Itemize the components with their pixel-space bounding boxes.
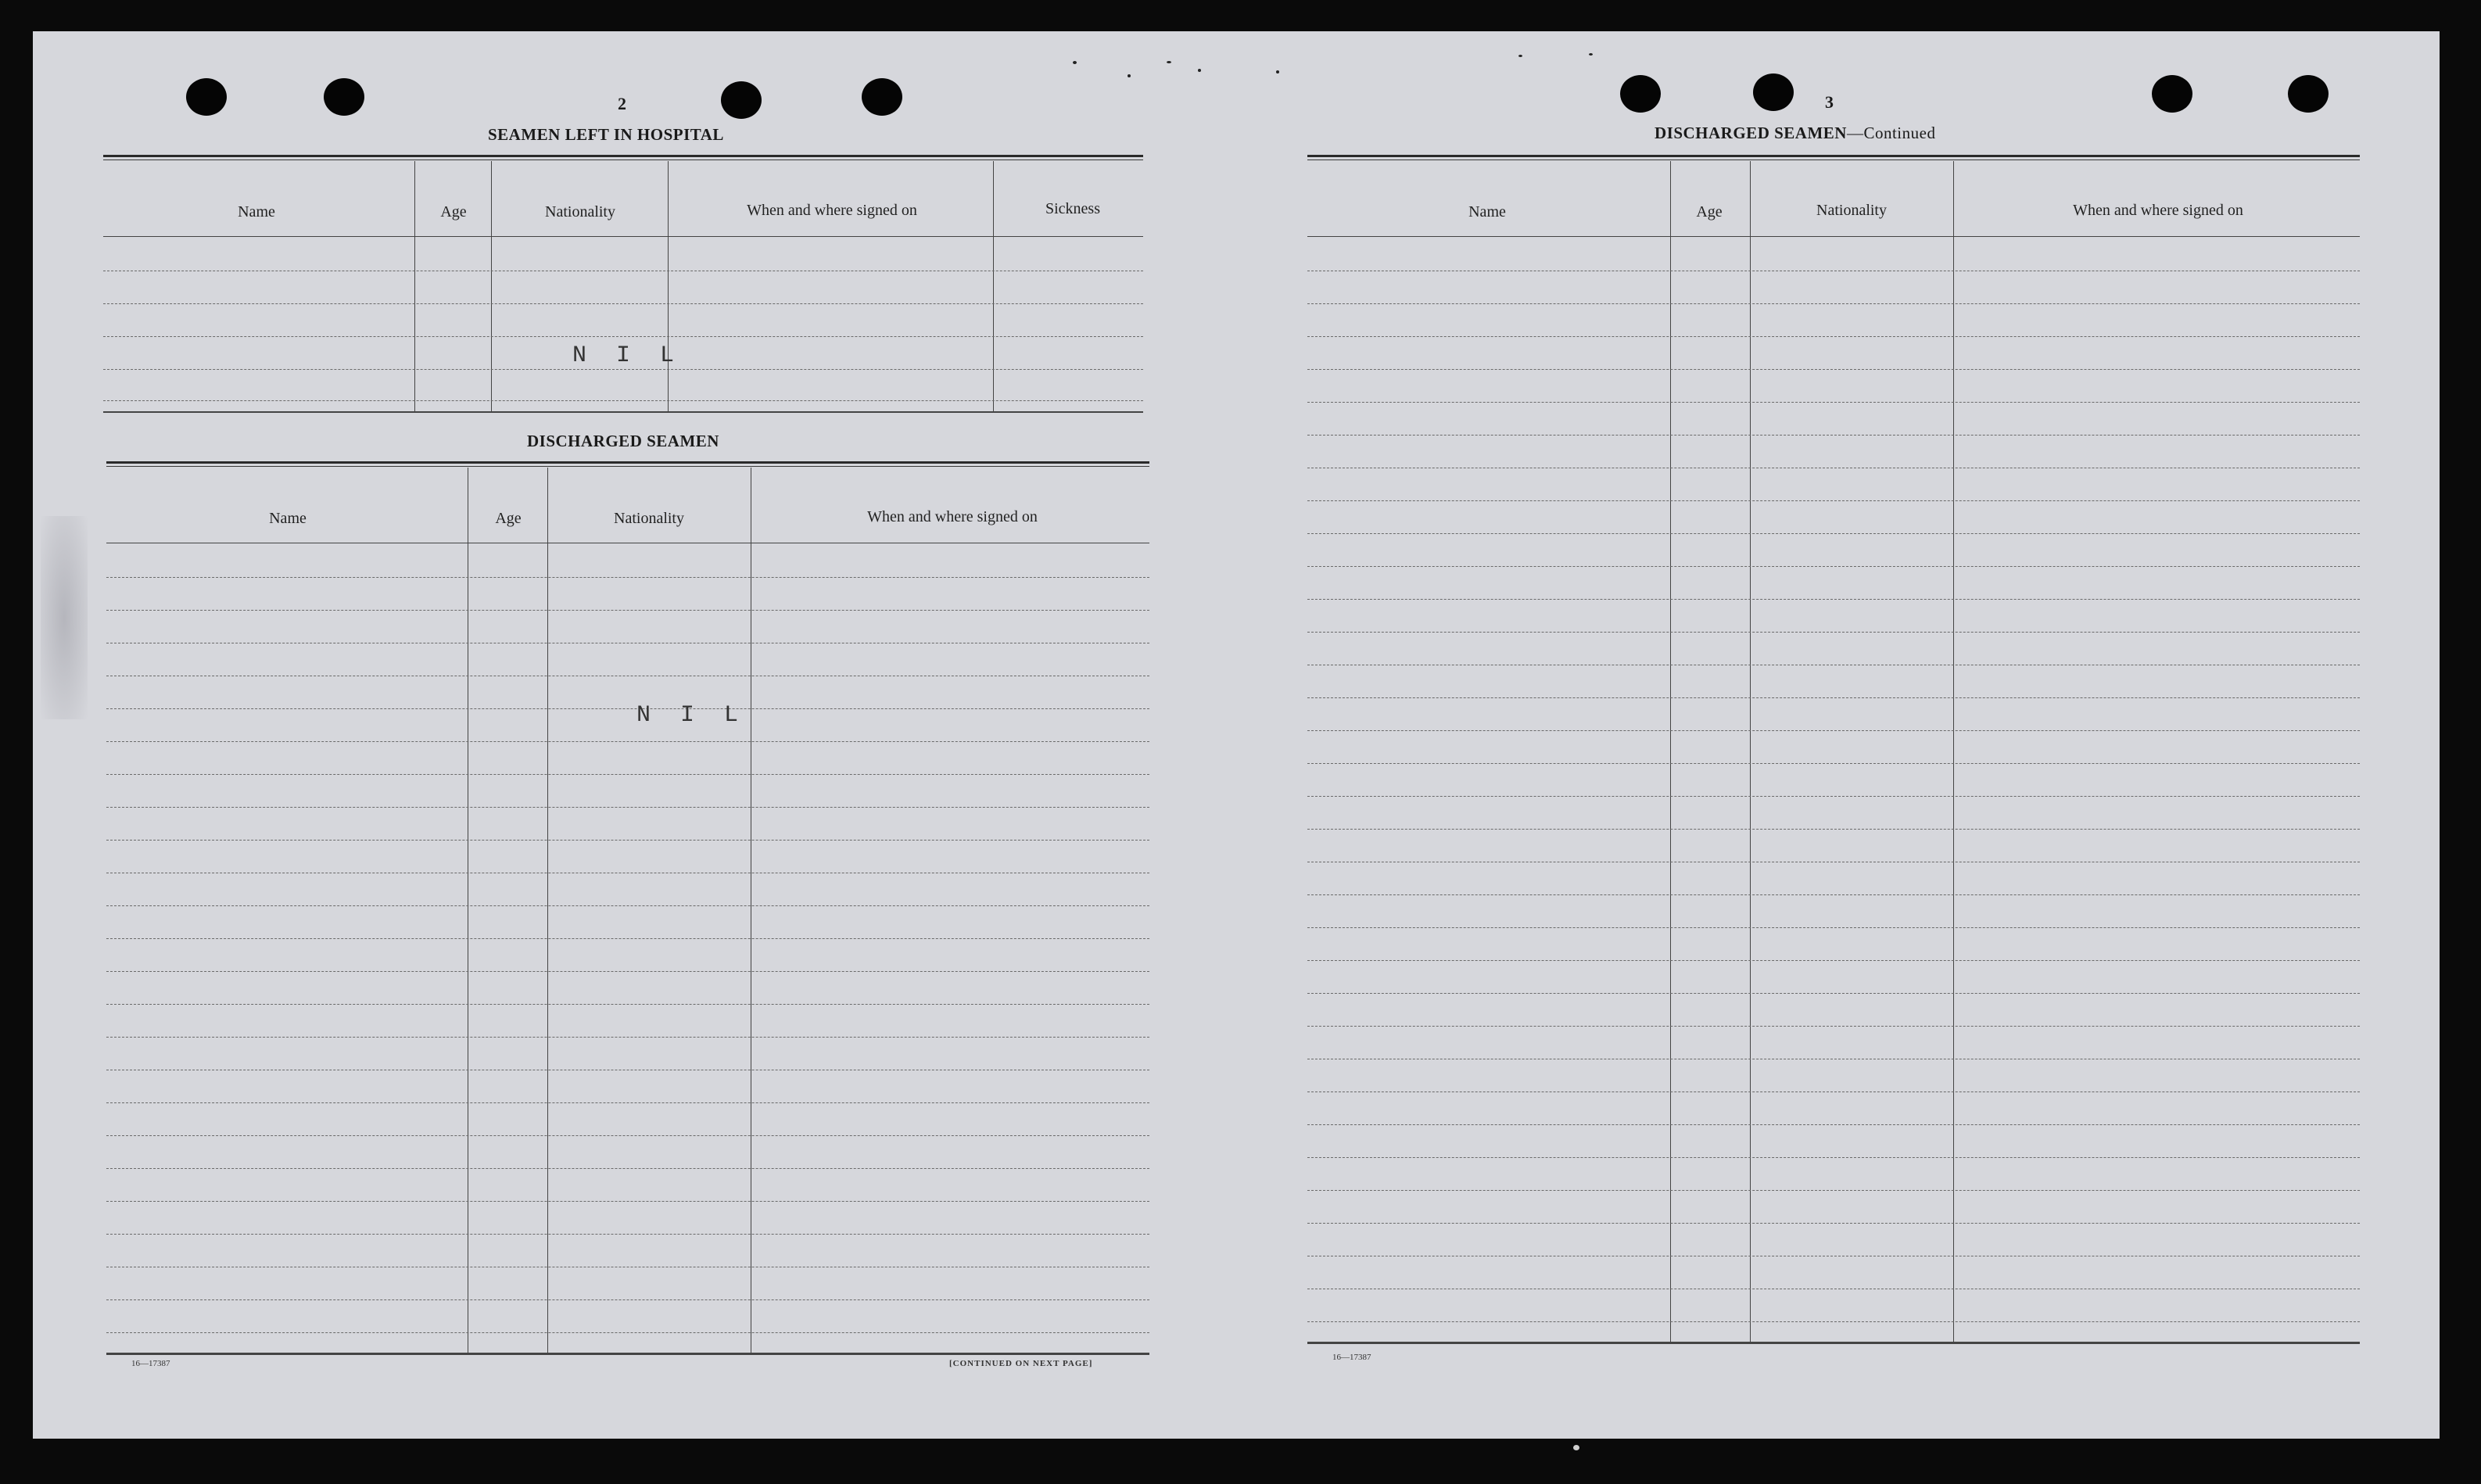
page-number: 2	[618, 94, 626, 113]
row-line	[106, 1332, 1149, 1333]
column-header-age: Age	[440, 203, 467, 220]
row-line	[1307, 336, 2360, 337]
section-title-discharged: DISCHARGED SEAMEN	[527, 432, 719, 450]
continued-note: [CONTINUED ON NEXT PAGE]	[949, 1359, 1093, 1368]
row-line	[106, 971, 1149, 972]
column-header-signed-on: When and where signed on	[867, 508, 1038, 525]
column-header-nationality: Nationality	[614, 510, 684, 527]
row-line	[106, 905, 1149, 906]
row-line	[1307, 533, 2360, 534]
column-divider	[993, 161, 994, 411]
column-header-signed-on: When and where signed on	[747, 202, 917, 219]
row-line	[1307, 1091, 2360, 1092]
row-line	[1307, 500, 2360, 501]
row-line	[103, 369, 1143, 370]
row-line	[103, 303, 1143, 304]
row-line	[106, 1102, 1149, 1103]
table-bottom-rule	[106, 1353, 1149, 1355]
hospital-table	[103, 161, 1182, 449]
row-line	[106, 1168, 1149, 1169]
row-line	[103, 400, 1143, 401]
section-title-hospital: SEAMEN LEFT IN HOSPITAL	[488, 125, 724, 144]
row-line	[106, 840, 1149, 841]
column-header-sickness: Sickness	[1045, 200, 1100, 217]
header-bottom-rule	[103, 236, 1143, 237]
punch-hole	[862, 78, 902, 116]
row-line	[1307, 632, 2360, 633]
row-line	[106, 1037, 1149, 1038]
row-line	[1307, 894, 2360, 895]
row-line	[1307, 1124, 2360, 1125]
scan-speck	[1589, 53, 1593, 56]
scan-speck	[1073, 61, 1077, 64]
row-line	[1307, 369, 2360, 370]
row-line	[106, 741, 1149, 742]
row-line	[1307, 763, 2360, 764]
scan-speck	[1518, 55, 1522, 57]
header-rule	[106, 461, 1149, 464]
row-line	[103, 336, 1143, 337]
row-line	[106, 1004, 1149, 1005]
column-header-nationality: Nationality	[545, 203, 615, 220]
row-line	[1307, 303, 2360, 304]
column-divider	[414, 161, 415, 411]
row-line	[1307, 402, 2360, 403]
row-line	[106, 1234, 1149, 1235]
row-line	[1307, 730, 2360, 731]
row-line	[106, 1201, 1149, 1202]
header-bottom-rule	[1307, 236, 2360, 237]
punch-hole	[721, 81, 762, 119]
row-line	[1307, 796, 2360, 797]
row-line	[1307, 829, 2360, 830]
header-rule	[106, 466, 1149, 467]
punch-hole	[1753, 73, 1794, 111]
scan-speck	[1198, 69, 1201, 72]
scan-speck	[1167, 61, 1171, 63]
row-line	[106, 1299, 1149, 1300]
column-header-signed-on: When and where signed on	[2073, 202, 2243, 219]
row-line	[1307, 599, 2360, 600]
row-line	[1307, 566, 2360, 567]
column-header-age: Age	[495, 510, 522, 527]
row-line	[1307, 435, 2360, 436]
section-title-text: DISCHARGED SEAMEN	[1655, 124, 1847, 142]
row-line	[106, 938, 1149, 939]
row-line	[1307, 1321, 2360, 1322]
form-number: 16—17387	[1332, 1353, 1371, 1362]
column-divider	[1953, 161, 1954, 1342]
page-number: 3	[1825, 92, 1834, 112]
column-divider	[668, 161, 669, 411]
punch-hole	[186, 78, 227, 116]
column-divider	[491, 161, 492, 411]
column-header-name: Name	[269, 510, 307, 527]
punch-hole	[2152, 75, 2192, 113]
discharged-table	[106, 468, 1154, 1390]
row-line	[1307, 1157, 2360, 1158]
scan-speck	[1128, 74, 1131, 77]
row-line	[106, 1135, 1149, 1136]
discharged-continued-table	[1307, 161, 2386, 1381]
row-line	[1307, 1223, 2360, 1224]
punch-hole	[1620, 75, 1661, 113]
row-line	[1307, 960, 2360, 961]
typed-nil-entry: N I L	[636, 702, 747, 729]
row-line	[106, 807, 1149, 808]
table-bottom-rule	[1307, 1342, 2360, 1344]
column-header-name: Name	[1468, 203, 1506, 220]
section-title-discharged-continued	[1655, 124, 1935, 143]
row-line	[106, 708, 1149, 709]
row-line	[106, 577, 1149, 578]
scan-speck	[1573, 1445, 1579, 1450]
document-sheet	[33, 31, 2440, 1439]
column-divider	[1750, 161, 1751, 1342]
punch-hole	[324, 78, 364, 116]
section-title-suffix: —Continued	[1846, 124, 1936, 142]
column-header-age: Age	[1696, 203, 1723, 220]
column-header-nationality: Nationality	[1816, 202, 1887, 219]
row-line	[106, 610, 1149, 611]
scan-speck	[1276, 70, 1279, 73]
typed-nil-entry: N I L	[572, 342, 683, 369]
row-line	[1307, 927, 2360, 928]
table-bottom-rule	[103, 411, 1143, 413]
row-line	[1307, 697, 2360, 698]
row-line	[1307, 1190, 2360, 1191]
column-divider	[1670, 161, 1671, 1342]
form-number: 16—17387	[131, 1359, 170, 1368]
column-header-name: Name	[238, 203, 275, 220]
scan-shadow	[41, 516, 88, 719]
row-line	[106, 774, 1149, 775]
header-rule	[1307, 155, 2360, 157]
row-line	[1307, 1026, 2360, 1027]
column-divider	[547, 468, 548, 1353]
header-rule	[103, 155, 1143, 157]
row-line	[1307, 993, 2360, 994]
punch-hole	[2288, 75, 2329, 113]
